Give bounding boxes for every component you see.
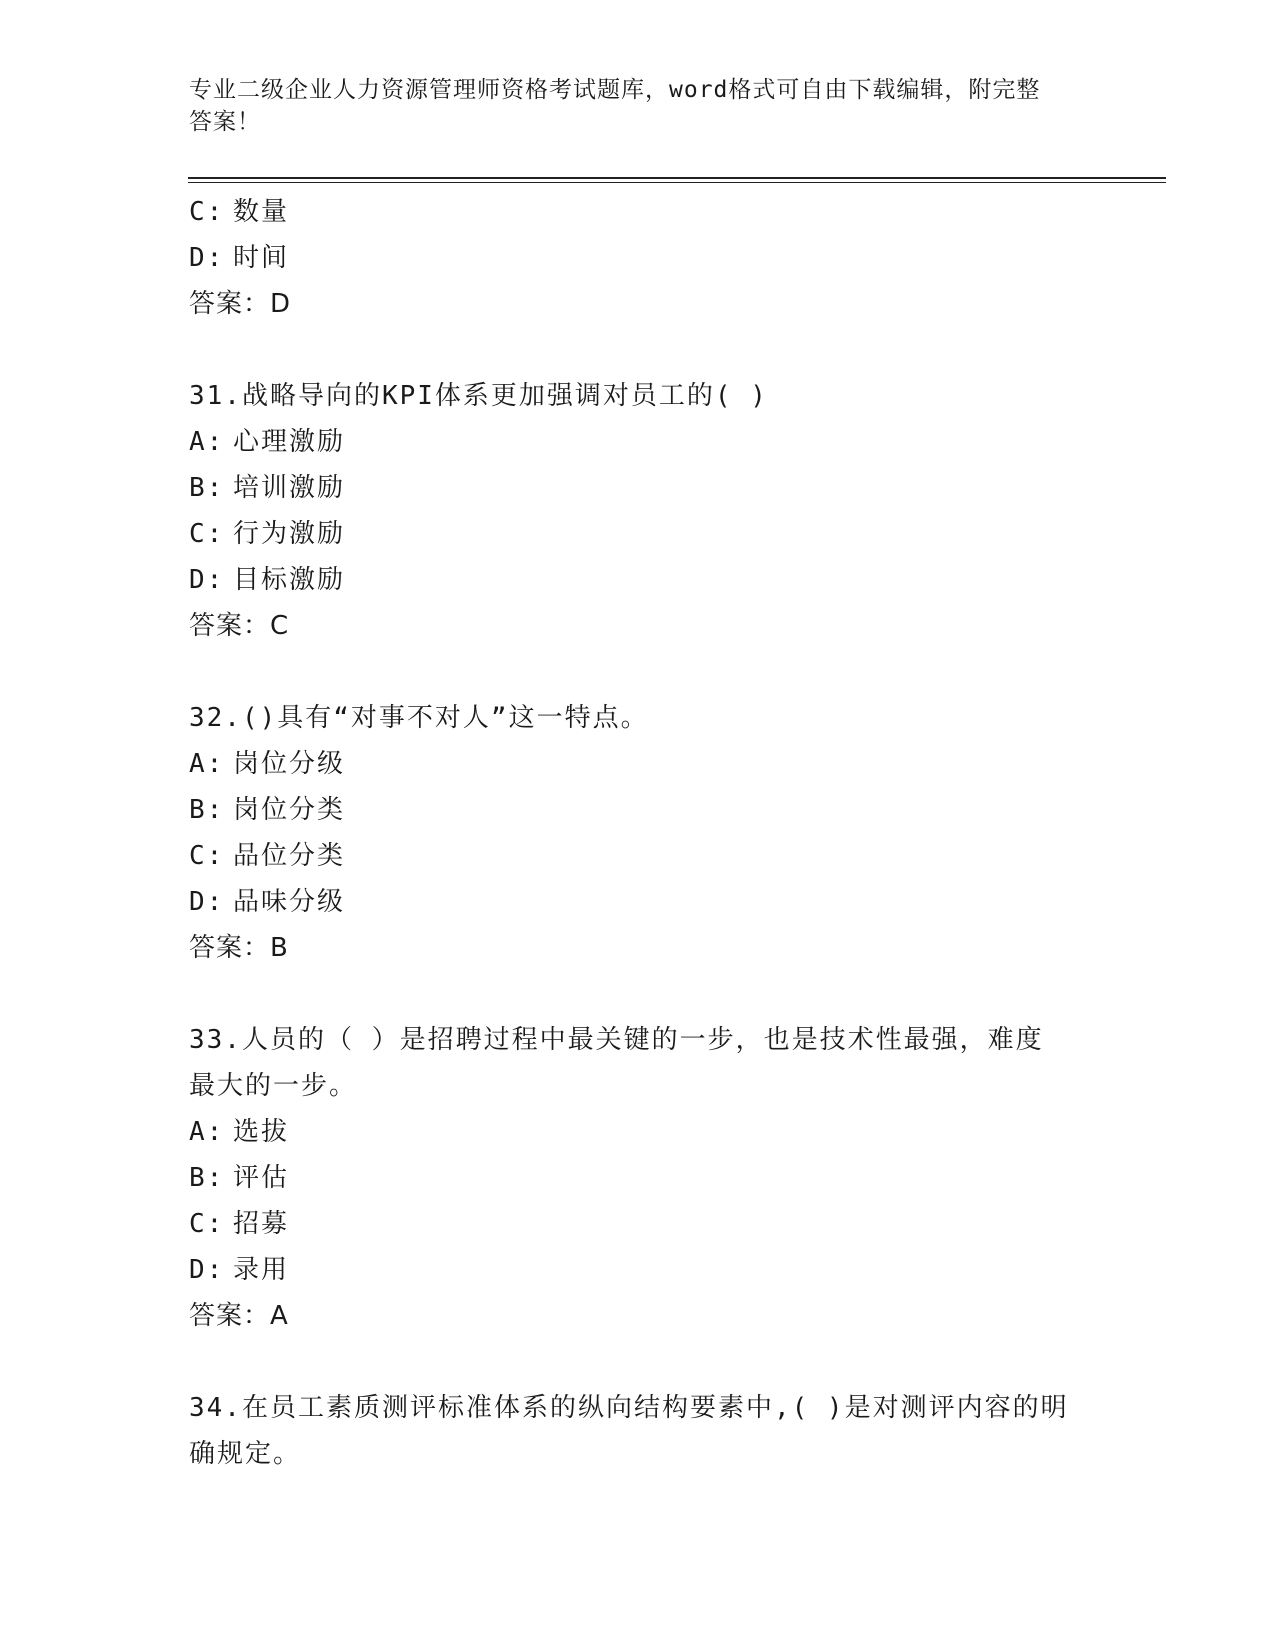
option-text: 目标激励 xyxy=(233,565,346,595)
question-text-line-1: 33.人员的（ ）是招聘过程中最关键的一步，也是技术性最强，难度 xyxy=(189,1025,1044,1055)
option-text: 选拔 xyxy=(233,1117,290,1147)
option-a xyxy=(189,1109,1089,1155)
option-text: 评估 xyxy=(233,1163,290,1193)
answer-line: 答案：A xyxy=(189,1301,289,1331)
spacer xyxy=(189,1339,1089,1385)
header-line-1: 专业二级企业人力资源管理师资格考试题库，word格式可自由下载编辑，附完整 xyxy=(189,77,1041,103)
option-text: 数量 xyxy=(233,197,290,227)
option-text: 录用 xyxy=(233,1255,290,1285)
question-text: 32.()具有“对事不对人”这一特点。 xyxy=(189,703,649,733)
option-text: 品位分类 xyxy=(233,841,346,871)
option-key: C: xyxy=(189,519,225,549)
option-key: C: xyxy=(189,841,225,871)
option-text: 时间 xyxy=(233,243,290,273)
option-key: B: xyxy=(189,795,225,825)
option-b xyxy=(189,787,1089,833)
option-b xyxy=(189,465,1089,511)
option-key: A: xyxy=(189,427,225,457)
option-c xyxy=(189,833,1089,879)
question-32 xyxy=(189,695,1089,971)
option-key: A: xyxy=(189,1117,225,1147)
option-d xyxy=(189,879,1089,925)
document-header xyxy=(189,74,1089,138)
option-text: 招募 xyxy=(233,1209,290,1239)
option-key: D: xyxy=(189,1255,225,1285)
option-key: D: xyxy=(189,243,225,273)
option-text: 岗位分类 xyxy=(233,795,346,825)
option-d xyxy=(189,1247,1089,1293)
option-key: C: xyxy=(189,197,225,227)
option-text: 品味分级 xyxy=(233,887,346,917)
option-key: D: xyxy=(189,887,225,917)
question-list xyxy=(189,189,1089,1477)
option-key: D: xyxy=(189,565,225,595)
question-33 xyxy=(189,1017,1089,1339)
answer-line: 答案：D xyxy=(189,289,292,319)
option-c xyxy=(189,1201,1089,1247)
question-30-continued xyxy=(189,189,1089,327)
spacer xyxy=(189,649,1089,695)
question-31 xyxy=(189,373,1089,649)
question-34 xyxy=(189,1385,1089,1477)
answer-line: 答案：B xyxy=(189,933,289,963)
option-text: 培训激励 xyxy=(233,473,346,503)
option-key: C: xyxy=(189,1209,225,1239)
option-d xyxy=(189,557,1089,603)
header-divider-thick xyxy=(188,177,1166,179)
header-divider-thin xyxy=(188,182,1166,183)
option-a xyxy=(189,741,1089,787)
spacer xyxy=(189,327,1089,373)
option-text: 岗位分级 xyxy=(233,749,346,779)
question-text-line-1: 34.在员工素质测评标准体系的纵向结构要素中,( )是对测评内容的明 xyxy=(189,1393,1069,1423)
option-b xyxy=(189,1155,1089,1201)
question-text-line-2: 最大的一步。 xyxy=(189,1071,358,1101)
spacer xyxy=(189,971,1089,1017)
answer-line: 答案：C xyxy=(189,611,290,641)
option-d xyxy=(189,235,1089,281)
option-key: B: xyxy=(189,473,225,503)
header-line-2: 答案！ xyxy=(189,109,261,135)
question-text: 31.战略导向的KPI体系更加强调对员工的( ) xyxy=(189,381,768,411)
option-key: A: xyxy=(189,749,225,779)
option-text: 行为激励 xyxy=(233,519,346,549)
option-text: 心理激励 xyxy=(233,427,346,457)
option-key: B: xyxy=(189,1163,225,1193)
option-a xyxy=(189,419,1089,465)
option-c xyxy=(189,511,1089,557)
option-c xyxy=(189,189,1089,235)
question-text-line-2: 确规定。 xyxy=(189,1439,302,1469)
